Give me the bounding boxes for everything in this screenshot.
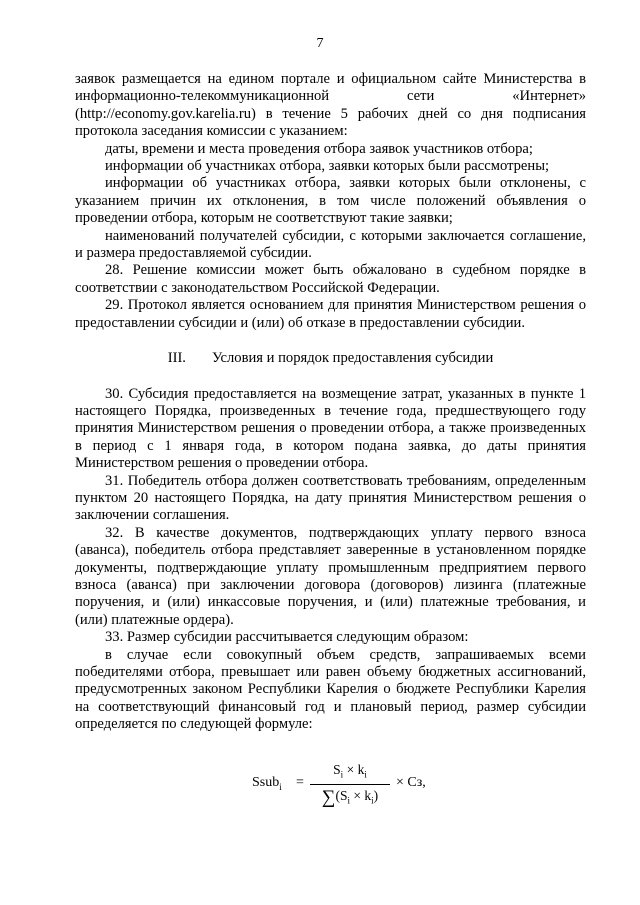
- num-times: ×: [346, 762, 355, 777]
- den-k: k: [364, 788, 372, 803]
- paragraph: 29. Протокол является основанием для принятия Министерством решения о предоставлении субсидии и (или) об отказе в предоставлении субсидии.: [75, 297, 586, 331]
- section-title: Условия и порядок предоставления субсидии: [211, 350, 494, 367]
- paragraph: даты, времени и места проведения отбора заявок участников отбора;: [105, 140, 533, 157]
- fraction-bar: [310, 784, 390, 785]
- paragraph: заявок размещается на едином портале и официальном сайте Министерства в информационно-телекоммуникационной сети «Интернет» (http://economy.gov.karelia.ru) в течение 5 рабочих дней со дня подписания протокола заседания комиссии с указанием:: [75, 71, 586, 140]
- den-times: ×: [353, 788, 361, 803]
- formula-equals: =: [296, 775, 304, 790]
- formula-lhs: [252, 775, 282, 792]
- num-s-sub: i: [340, 769, 344, 780]
- formula-tail: × Сз,: [396, 775, 426, 790]
- den-s: S: [339, 788, 348, 803]
- paragraph: 30. Субсидия предоставляется на возмещение затрат, указанных в пункте 1 настоящего Порядка, произведенных в течение года, предшествующего году принятия Министерством решения о проведении отбора, а также произведенных в период с 1 января года, в котором подана заявка, до даты принятия Министерством решения о проведении отбора.: [75, 385, 586, 472]
- paragraph: 28. Решение комиссии может быть обжаловано в судебном порядке в соответствии с законодательством Российской Федерации.: [75, 262, 586, 296]
- paragraph: наименований получателей субсидии, с которыми заключается соглашение, и размера предоставляемой субсидии.: [75, 227, 586, 262]
- num-k-sub: i: [364, 769, 367, 780]
- den-close: ): [373, 788, 379, 803]
- formula-lhs-sub: i: [279, 781, 282, 792]
- formula-numerator: [322, 762, 378, 780]
- num-s: S: [333, 762, 341, 777]
- formula-denominator: [310, 787, 390, 809]
- paragraphs-bottom: [75, 386, 586, 734]
- den-open: (: [335, 788, 340, 803]
- document-body: [75, 71, 586, 734]
- section-heading: [75, 350, 586, 367]
- paragraph: 32. В качестве документов, подтверждающих уплату первого взноса (аванса), победитель отбора представляет заверенные в установленном порядке документы, подтверждающие уплату промышленным предприятием первого взноса (аванса) при заключении договора (договоров) лизинга (платежные поручения, и (или) инкассовые поручения, и (или) платежные требования, и (или) платежные ордера).: [75, 524, 586, 628]
- section-number: III.: [167, 350, 186, 367]
- paragraphs-top: [75, 71, 586, 332]
- paragraph: 33. Размер субсидии рассчитывается следующим образом:: [105, 629, 469, 646]
- den-k-sub: i: [371, 795, 374, 806]
- den-s-sub: i: [347, 795, 350, 806]
- num-k: k: [357, 762, 365, 777]
- paragraph: информации об участниках отбора, заявки которых были отклонены, с указанием причин их отклонения, в том числе положений объявления о проведении отбора, которым не соответствуют такие заявки;: [75, 175, 586, 227]
- paragraph: информации об участниках отбора, заявки которых были рассмотрены;: [105, 158, 550, 175]
- paragraph: 31. Победитель отбора должен соответствовать требованиям, определенным пунктом 20 настоящего Порядка, на дату принятия Министерством решения о заключении соглашения.: [75, 472, 586, 524]
- sigma-symbol: ∑: [321, 787, 336, 808]
- page-number: 7: [316, 36, 324, 51]
- formula-lhs-main: Ssub: [252, 775, 280, 790]
- subsidy-formula: [252, 762, 432, 808]
- paragraph: в случае если совокупный объем средств, запрашиваемых всеми победителями отбора, превышает или равен объему бюджетных ассигнований, предусмотренных законом Республики Карелия о бюджете Республики Карелия на соответствующий финансовый год и плановый период, размер субсидии определяется по следующей формуле:: [75, 646, 586, 733]
